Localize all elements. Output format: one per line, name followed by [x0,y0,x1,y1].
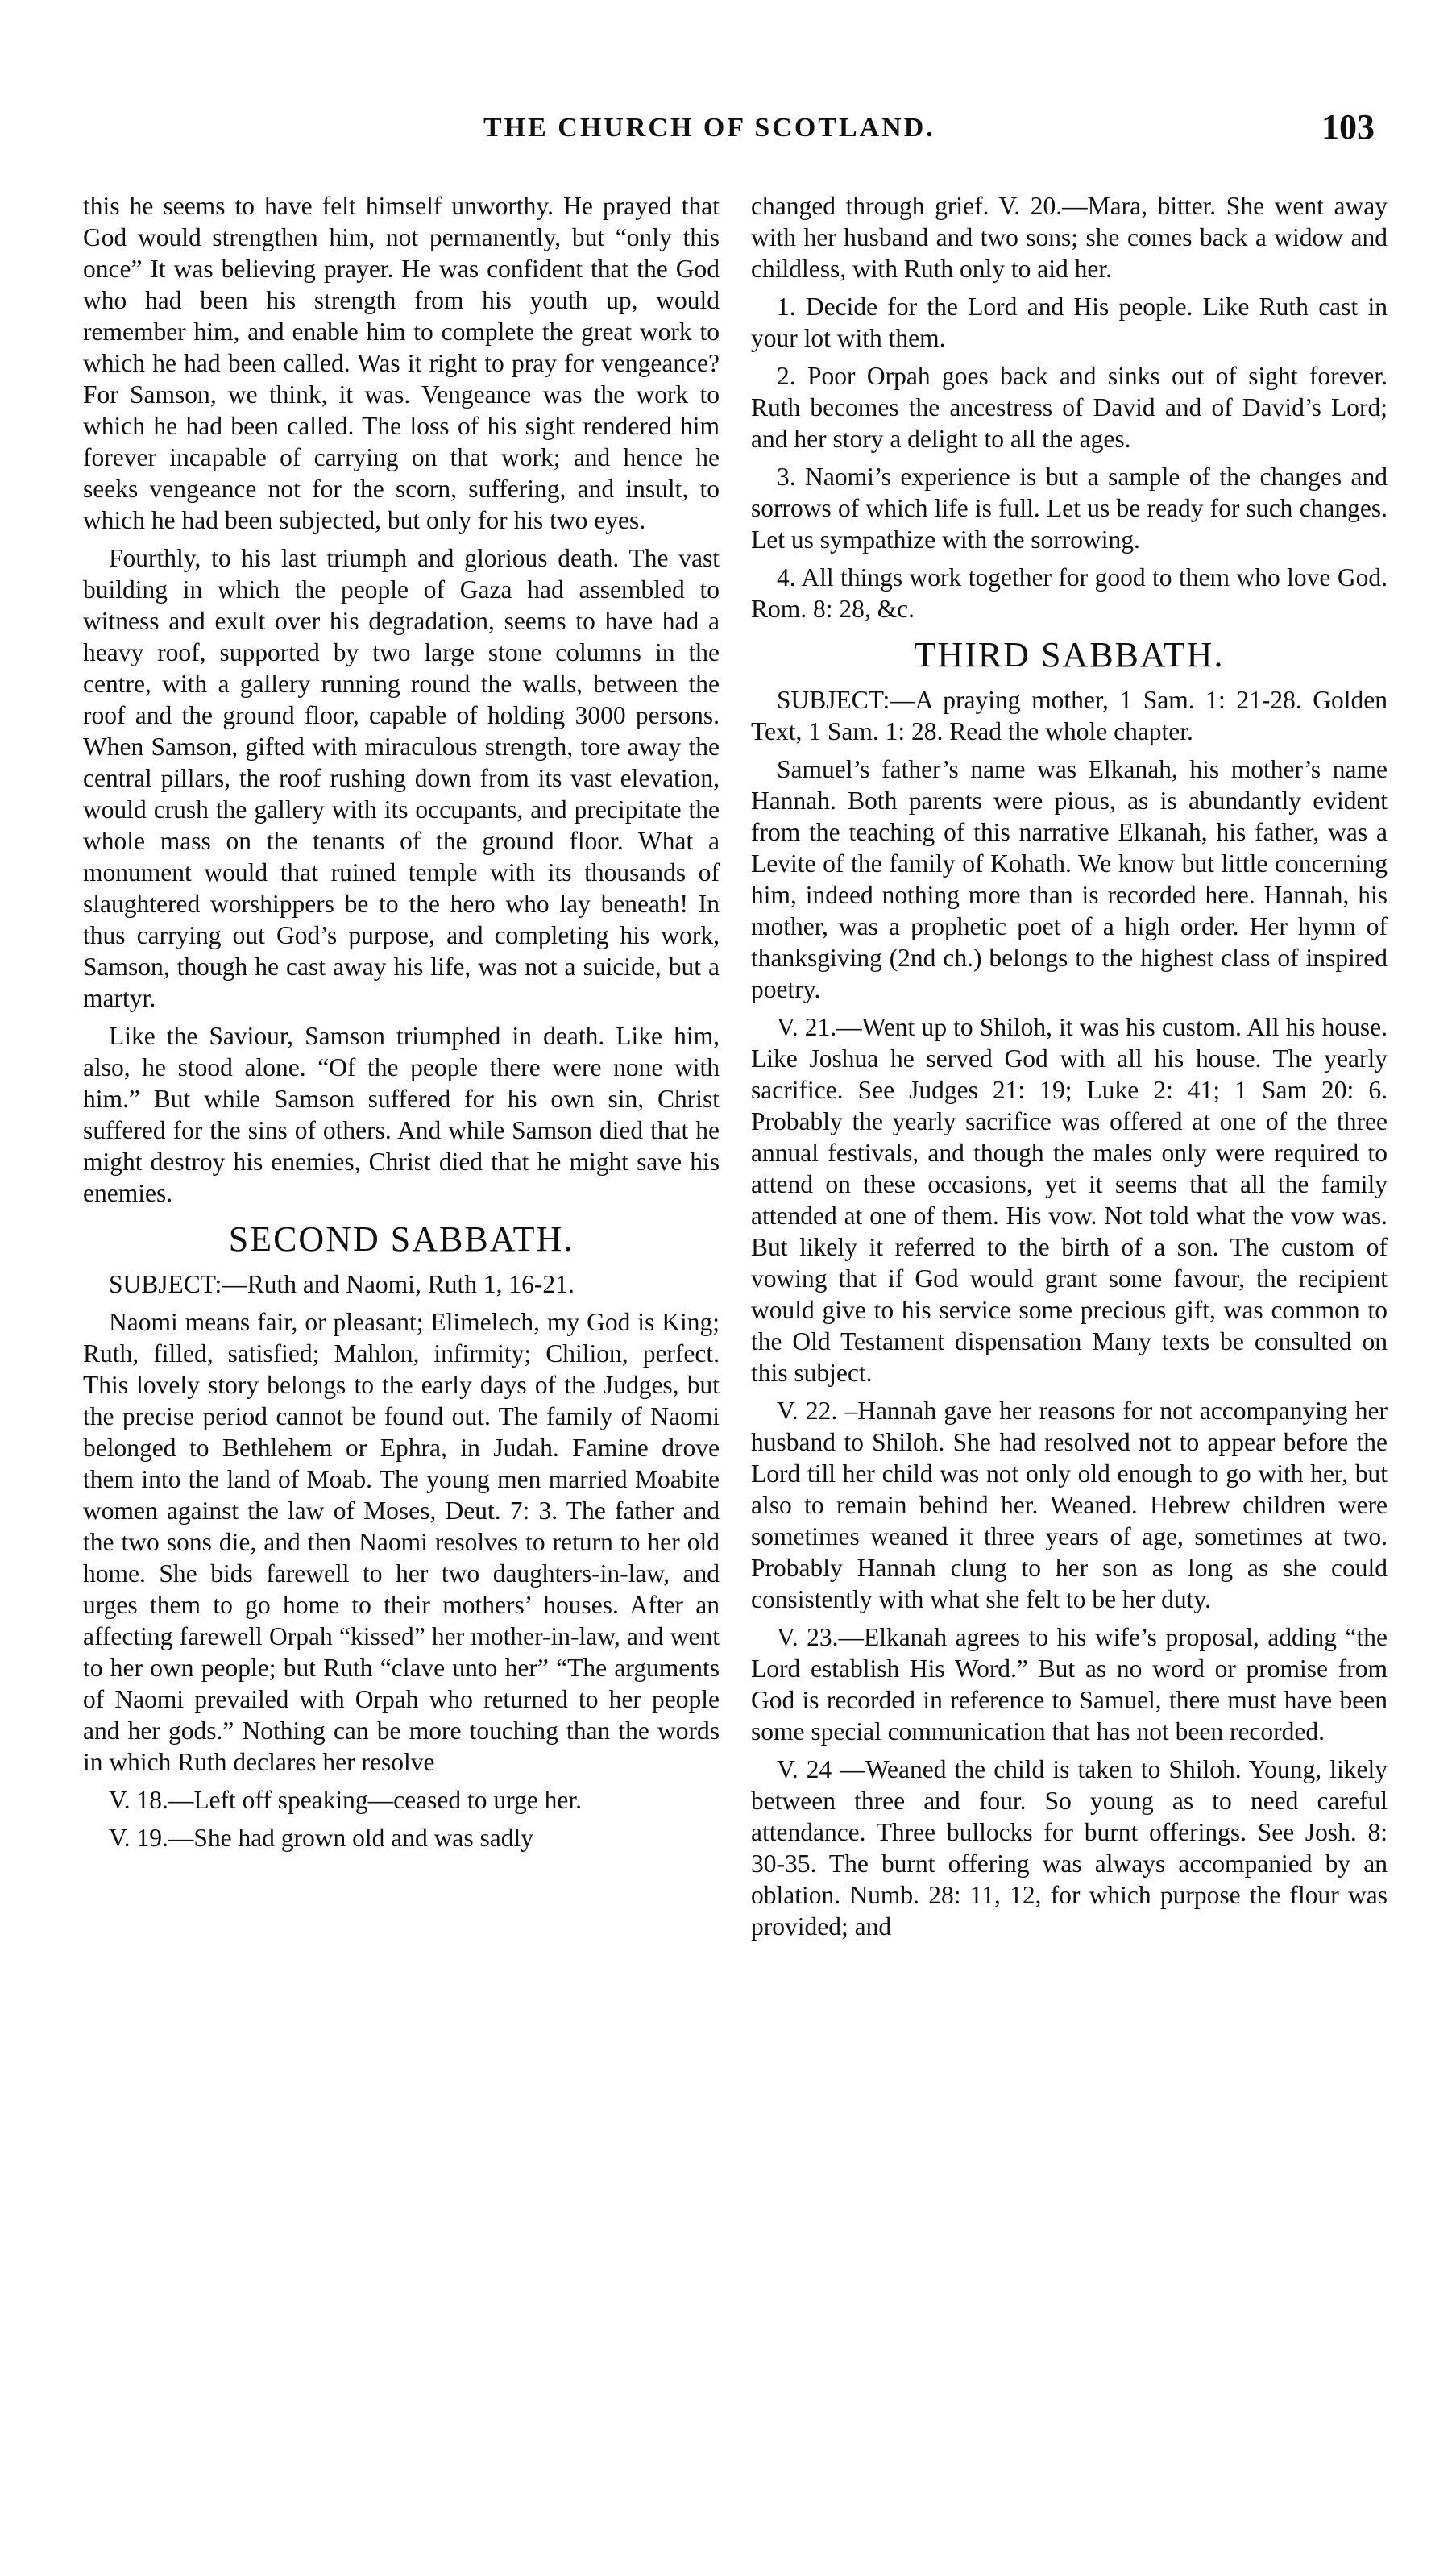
verse-note: V. 23.—Elkanah agrees to his wife’s proposal, adding “the Lord establish His Word.” But as no word or promise from God is recorded in reference to Samuel, there must have been some special communication that has not been recorded. [751,1623,1388,1746]
section-heading: SECOND SABBATH. [228,1219,575,1259]
page-header [0,107,1456,161]
paragraph: Samuel’s father’s name was Elkanah, his mother’s name Hannah. Both parents were pious, as is abundantly evident from the teaching of this narrative Elkanah, his father, was a Levite of the family of Kohath. We know but little concerning him, indeed nothing more than is recorded here. Hannah, his mother, was a prophetic poet of a high order. Her hymn of thanksgiving (2nd ch.) belongs to the highest class of inspired poetry. [751,755,1388,1003]
subject-line: SUBJECT:—Ruth and Naomi, Ruth 1, 16-21. [109,1270,575,1298]
lesson-point: 2. Poor Orpah goes back and sinks out of sight forever. Ruth becomes the ancestress of David and of David’s Lord; and her story a delight to all the ages. [751,362,1388,453]
verse-note: V. 18.—Left off speaking—ceased to urge her. [109,1786,582,1814]
subject-line: SUBJECT:—A praying mother, 1 Sam. 1: 21-28. Golden Text, 1 Sam. 1: 28. Read the whole chapter. [751,686,1388,745]
paragraph: Naomi means fair, or pleasant; Elimelech, my God is King; Ruth, filled, satisfied; Mahlon, infirmity; Chilion, perfect. This lovely story belongs to the early days of the Judges, but the precise period cannot be found out. The family of Naomi belonged to Bethlehem or Ephra, in Judah. Famine drove them into the land of Moab. The young men married Moabite women against the law of Moses, Deut. 7: 3. The father and the two sons die, and then Naomi resolves to return to her old home. She bids farewell to her two daughters-in-law, and urges them to go home to their mothers’ houses. After an affecting farewell Orpah “kissed” her mother-in-law, and went to her own people; but Ruth “clave unto her” “The arguments of Naomi prevailed with Orpah who returned to her people and her gods.” Nothing can be more touching than the words in which Ruth declares her resolve [83,1308,720,1776]
verse-note: V. 19.—She had grown old and was sadly [109,1824,533,1852]
paragraph: Like the Saviour, Samson triumphed in death. Like him, also, he stood alone. “Of the people there were none with him.” But while Samson suffered for his own sin, Christ suffered for the sins of others. And while Samson died that he might destroy his enemies, Christ died that he might save his enemies. [83,1022,720,1207]
verse-note: V. 21.—Went up to Shiloh, it was his custom. All his house. Like Joshua he served God with all his house. The yearly sacrifice. See Judges 21: 19; Luke 2: 41; 1 Sam 20: 6. Probably the yearly sacrifice was offered at one of the three annual festivals, and though the males only were required to attend on these occasions, yet it seems that all the family attended at one of them. His vow. Not told what the vow was. But likely it referred to the birth of a son. The custom of vowing that if God would grant some favour, the recipient would give to his service some precious gift, was common to the Old Testament dispensation Many texts be consulted on this subject. [751,1013,1388,1387]
running-title: THE CHURCH OF SCOTLAND. [483,113,935,143]
right-column [751,190,1388,1949]
paragraph: this he seems to have felt himself unworthy. He prayed that God would strengthen him, not permanently, but “only this once” It was believing prayer. He was confident that the God who had been his strength from his youth up, would remember him, and enable him to complete the great work to which he had been called. Was it right to pray for vengeance? For Samson, we think, it was. Vengeance was the work to which he had been called. The loss of his sight rendered him forever incapable of carrying on that work; and hence he seeks vengeance not for the scorn, suffering, and insult, to which he had been subjected, but only for his two eyes. [83,192,720,534]
lesson-point: 4. All things work together for good to them who love God. Rom. 8: 28, &c. [751,563,1388,623]
verse-note: V. 24 —Weaned the child is taken to Shiloh. Young, likely between three and four. So young as to need careful attendance. Three bullocks for burnt offerings. See Josh. 8: 30-35. The burnt offering was always accompanied by an oblation. Numb. 28: 11, 12, for which purpose the flour was provided; and [751,1755,1388,1941]
paragraph: changed through grief. V. 20.—Mara, bitter. She went away with her husband and two sons; she comes back a widow and childless, with Ruth only to aid her. [751,192,1388,283]
lesson-point: 1. Decide for the Lord and His people. Like Ruth cast in your lot with them. [751,293,1388,352]
section-heading: THIRD SABBATH. [914,635,1225,675]
left-column [83,190,720,1860]
lesson-point: 3. Naomi’s experience is but a sample of the changes and sorrows of which life is full. Let us be ready for such changes. Let us sympathize with the sorrowing. [751,463,1388,554]
verse-note: V. 22. –Hannah gave her reasons for not accompanying her husband to Shiloh. She had resolved not to appear before the Lord till her child was not only old enough to go with her, but also to remain behind her. Weaned. Hebrew children were sometimes weaned it three years of age, sometimes at two. Probably Hannah clung to her son as long as she could consistently with what she felt to be her duty. [751,1397,1388,1613]
page-number: 103 [1321,107,1375,147]
paragraph: Fourthly, to his last triumph and glorious death. The vast building in which the people of Gaza had assembled to witness and exult over his degradation, seems to have had a heavy roof, supported by two large stone columns in the centre, with a gallery running round the walls, between the roof and the ground floor, capable of holding 3000 persons. When Samson, gifted with miraculous strength, tore away the central pillars, the roof rushing down from its vast elevation, would crush the gallery with its occupants, and precipitate the whole mass on the tenants of the ground floor. What a monument would that ruined temple with its thousands of slaughtered worshippers be to the hero who lay beneath! In thus carrying out God’s purpose, and completing his work, Samson, though he cast away his life, was not a suicide, but a martyr. [83,544,720,1012]
